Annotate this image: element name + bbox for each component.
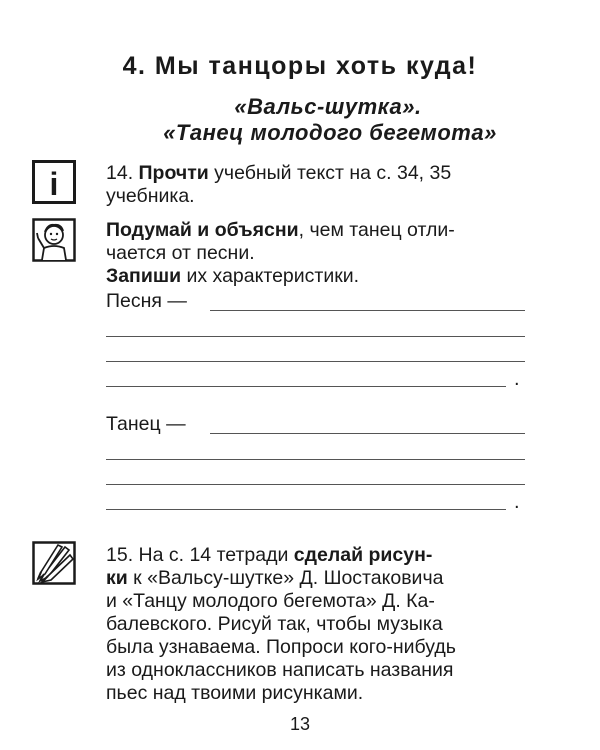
pencils-icon <box>32 541 76 585</box>
dance-answer-line-2[interactable] <box>106 459 525 460</box>
svg-text:i: i <box>49 166 59 202</box>
task-15-bold-1: сделай рисун- <box>293 544 433 566</box>
write-down-bold: Запиши <box>106 265 182 287</box>
task-14-text <box>106 162 526 208</box>
song-answer-line-3[interactable] <box>106 361 525 362</box>
dance-answer-line-3[interactable] <box>106 484 525 485</box>
task-14-number: 14. <box>106 162 134 184</box>
dance-answer-line-4[interactable] <box>106 509 506 510</box>
song-end-dot: . <box>514 368 520 390</box>
think-line-1: , чем танец отли- <box>298 219 455 241</box>
info-icon <box>32 160 76 204</box>
think-line-2: чается от песни. <box>106 242 255 264</box>
task-15-bold-2: ки <box>106 567 128 589</box>
subtitle-line-2: «Танец молодого бегемота» <box>163 120 497 145</box>
task-15-text <box>106 544 526 705</box>
task-15-line-3: и «Танцу молодого бегемота» Д. Ка- <box>106 590 435 612</box>
song-answer-line-1[interactable] <box>210 310 525 311</box>
task-15-text-2: к «Вальсу-шутке» Д. Шостаковича <box>133 567 444 589</box>
dance-answer-line-1[interactable] <box>210 433 525 434</box>
page-number: 13 <box>289 714 311 734</box>
subtitle-line-1: «Вальс-шутка». <box>234 94 422 119</box>
song-label: Песня — <box>106 290 187 312</box>
dance-label: Танец — <box>106 413 186 435</box>
think-line-3: их характеристики. <box>186 265 360 287</box>
task-14-line-1: учебный текст на с. 34, 35 <box>214 162 452 184</box>
task-15-line-4: балевского. Рисуй так, чтобы музыка <box>106 613 443 635</box>
task-15-line-7: пьес над твоими рисунками. <box>106 682 364 704</box>
task-15-line-6: из одноклассников написать названия <box>106 659 454 681</box>
think-explain-bold: Подумай и объясни <box>106 219 299 241</box>
task-15-line-5: была узнаваема. Попроси кого-нибудь <box>106 636 456 658</box>
task-15-text-1: На с. 14 тетради <box>138 544 289 566</box>
think-explain-text <box>106 219 526 288</box>
song-answer-line-4[interactable] <box>106 386 506 387</box>
song-answer-line-2[interactable] <box>106 336 525 337</box>
page-title: 4. Мы танцоры хоть куда! <box>122 52 478 80</box>
task-14-line-2: учебника. <box>106 185 195 207</box>
thinking-boy-icon <box>32 218 76 262</box>
dance-end-dot: . <box>514 491 520 513</box>
task-14-verb: Прочти <box>138 162 209 184</box>
task-15-number: 15. <box>106 544 134 566</box>
